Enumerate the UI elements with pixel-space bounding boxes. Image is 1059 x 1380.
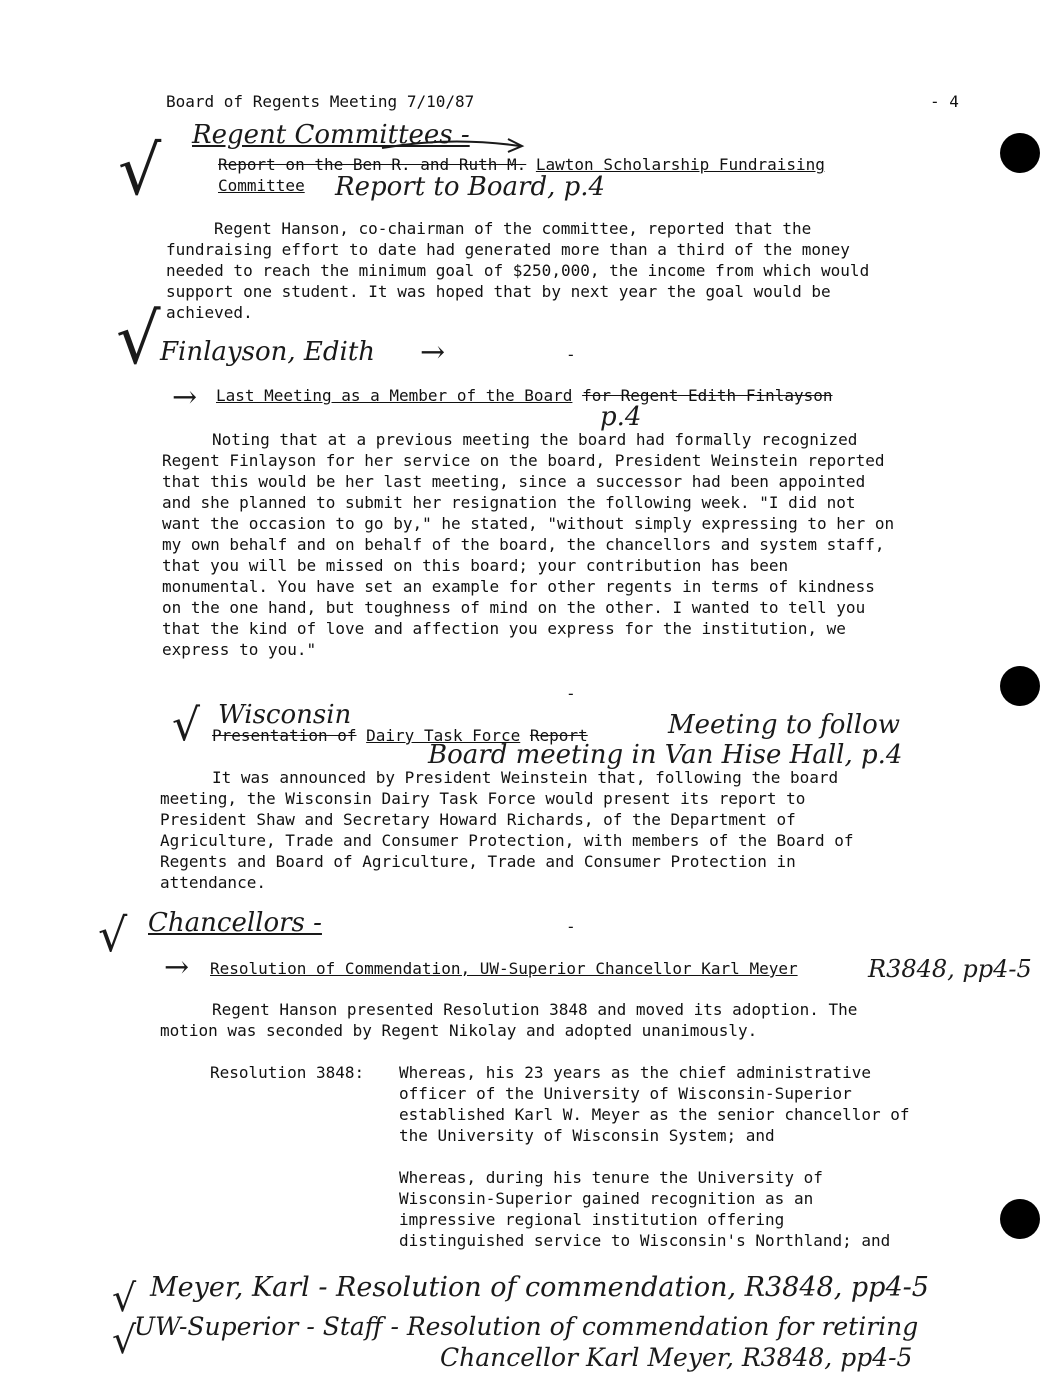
paragraph-line: meeting, the Wisconsin Dairy Task Force would present its report to bbox=[160, 789, 806, 808]
hand-category-chancellors: Chancellors - bbox=[148, 908, 322, 938]
paragraph-line: Whereas, his 23 years as the chief administrative bbox=[399, 1063, 872, 1082]
section4-heading: Resolution of Commendation, UW-Superior Chancellor Karl Meyer bbox=[210, 959, 798, 978]
section3-heading-struck: Presentation of bbox=[212, 726, 357, 745]
paragraph-line: attendance. bbox=[160, 873, 266, 892]
hand-arrow-icon: → bbox=[420, 335, 446, 370]
whereas-2 bbox=[399, 1167, 890, 1251]
paragraph-line: President Shaw and Secretary Howard Richards, of the Department of bbox=[160, 810, 796, 829]
hand-note-r3848: R3848, pp4-5 bbox=[868, 955, 1032, 983]
paragraph-line: on the one hand, but toughness of mind on the other. I wanted to tell you bbox=[162, 598, 866, 617]
section-separator: - bbox=[566, 345, 576, 364]
section-separator: - bbox=[566, 684, 576, 703]
paragraph-line: officer of the University of Wisconsin-Superior bbox=[399, 1084, 852, 1103]
hand-category-finlayson: Finlayson, Edith bbox=[160, 337, 376, 367]
paragraph-line: Regent Finlayson for her service on the board, President Weinstein reported bbox=[162, 451, 885, 470]
page-number: - 4 bbox=[930, 92, 959, 111]
paragraph-line: motion was seconded by Regent Nikolay and adopted unanimously. bbox=[160, 1021, 758, 1040]
hand-note-p4: p.4 bbox=[600, 402, 642, 432]
paragraph-line: the University of Wisconsin System; and bbox=[399, 1126, 775, 1145]
paragraph-line: Regent Hanson presented Resolution 3848 and moved its adoption. The bbox=[212, 1000, 858, 1019]
paragraph-line: support one student. It was hoped that by next year the goal would be bbox=[166, 282, 831, 301]
punch-hole-top bbox=[1000, 133, 1040, 173]
resolution-label: Resolution 3848: bbox=[210, 1063, 365, 1082]
paragraph-line: needed to reach the minimum goal of $250,000, the income from which would bbox=[166, 261, 870, 280]
section2-paragraph bbox=[162, 429, 894, 660]
section2-heading-struck: for Regent Edith Finlayson bbox=[582, 386, 833, 405]
paragraph-line: Regents and Board of Agriculture, Trade and Consumer Protection in bbox=[160, 852, 796, 871]
check-mark-icon: √ bbox=[116, 298, 161, 380]
hand-arrow-icon: → bbox=[172, 380, 198, 415]
paragraph-line: distinguished service to Wisconsin's Northland; and bbox=[399, 1231, 891, 1250]
paragraph-line: Wisconsin-Superior gained recognition as an bbox=[399, 1189, 814, 1208]
check-mark-icon: √ bbox=[172, 700, 201, 751]
paragraph-line: that you will be missed on this board; your contribution has been bbox=[162, 556, 789, 575]
hand-note-meeting-to-follow: Meeting to follow bbox=[668, 710, 900, 740]
paragraph-line: and she planned to submit her resignation the following week. "I did not bbox=[162, 493, 856, 512]
section4-paragraph bbox=[160, 999, 857, 1041]
whereas-1 bbox=[399, 1062, 910, 1146]
paragraph-line: fundraising effort to date had generated more than a third of the money bbox=[166, 240, 850, 259]
paragraph-line: impressive regional institution offering bbox=[399, 1210, 785, 1229]
section3-heading-rest: Dairy Task Force bbox=[366, 726, 521, 745]
section3-paragraph bbox=[160, 767, 854, 893]
hand-note-board-meeting: Board meeting in Van Hise Hall, p.4 bbox=[428, 740, 903, 770]
hand-arrow-icon: → bbox=[164, 950, 190, 985]
paragraph-line: that this would be her last meeting, since a successor had been appointed bbox=[162, 472, 866, 491]
section2-heading-text: Last Meeting as a Member of the Board bbox=[216, 386, 573, 405]
paragraph-line: It was announced by President Weinstein that, following the board bbox=[212, 768, 839, 787]
section1-heading-line2: Committee bbox=[218, 176, 305, 195]
page-header-title: Board of Regents Meeting 7/10/87 bbox=[166, 92, 475, 111]
paragraph-line: Regent Hanson, co-chairman of the committee, reported that the bbox=[214, 219, 812, 238]
check-mark-icon: √ bbox=[118, 132, 162, 211]
paragraph-line: established Karl W. Meyer as the senior chancellor of bbox=[399, 1105, 910, 1124]
paragraph-line: achieved. bbox=[166, 303, 253, 322]
hand-category-wisconsin: Wisconsin bbox=[218, 700, 352, 730]
section3-heading-struck2: Report bbox=[529, 726, 588, 745]
check-mark-icon: √ bbox=[112, 1276, 137, 1320]
paragraph-line: Whereas, during his tenure the University of bbox=[399, 1168, 823, 1187]
paragraph-line: my own behalf and on behalf of the board, the chancellors and system staff, bbox=[162, 535, 885, 554]
check-mark-icon: √ bbox=[112, 1318, 137, 1362]
section-separator: - bbox=[566, 917, 576, 936]
section1-paragraph bbox=[166, 218, 869, 323]
paragraph-line: that the kind of love and affection you express for the institution, we bbox=[162, 619, 846, 638]
hand-note-report-to-board: Report to Board, p.4 bbox=[335, 172, 606, 202]
paragraph-line: Noting that at a previous meeting the board had formally recognized bbox=[212, 430, 858, 449]
paragraph-line: monumental. You have set an example for other regents in terms of kindness bbox=[162, 577, 875, 596]
index-note-meyer: Meyer, Karl - Resolution of commendation, R3848, pp4-5 bbox=[150, 1272, 929, 1303]
punch-hole-middle bbox=[1000, 666, 1040, 706]
section1-heading-rest: Lawton Scholarship Fundraising bbox=[535, 155, 825, 174]
section1-heading-struck: Report on the Ben R. and Ruth M. bbox=[218, 155, 527, 174]
index-note-uw-superior-cont: Chancellor Karl Meyer, R3848, pp4-5 bbox=[440, 1343, 913, 1372]
punch-hole-bottom bbox=[1000, 1199, 1040, 1239]
hand-category-regent-committees: Regent Committees - bbox=[192, 120, 470, 150]
paragraph-line: Agriculture, Trade and Consumer Protection, with members of the Board of bbox=[160, 831, 854, 850]
paragraph-line: express to you." bbox=[162, 640, 317, 659]
paragraph-line: want the occasion to go by," he stated, "without simply expressing to her on bbox=[162, 514, 895, 533]
section2-heading bbox=[216, 385, 833, 406]
index-note-uw-superior: UW-Superior - Staff - Resolution of commendation for retiring bbox=[134, 1312, 919, 1341]
check-mark-icon: √ bbox=[98, 908, 128, 962]
